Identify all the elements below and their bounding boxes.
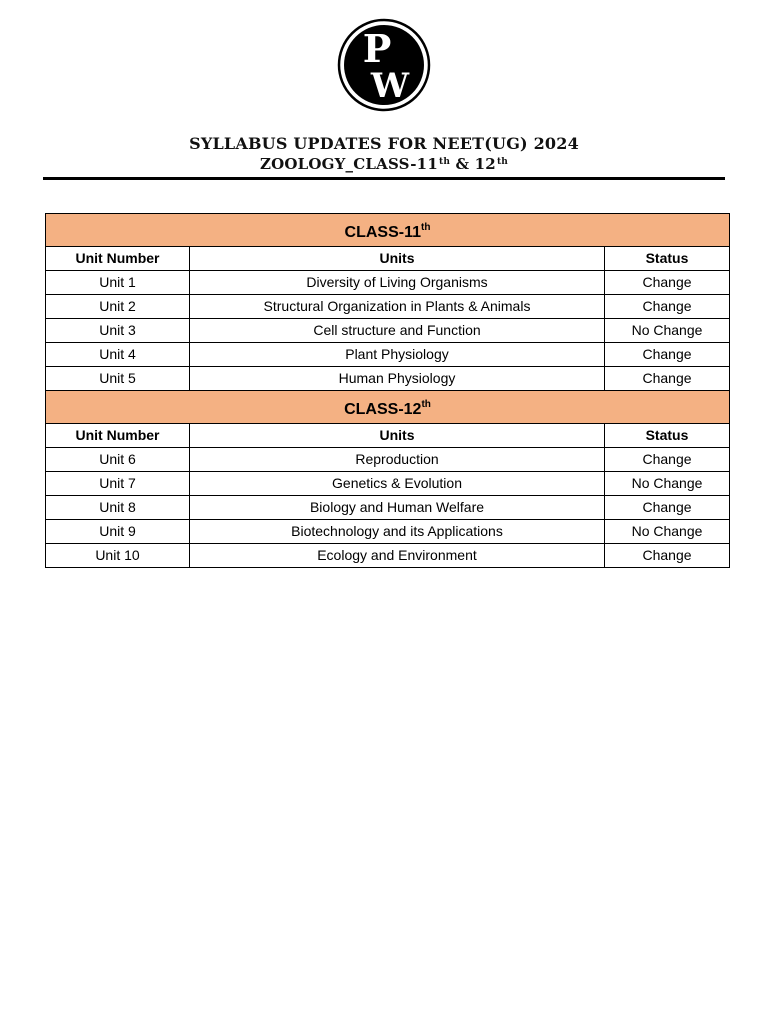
unit-name-cell: Diversity of Living Organisms (190, 271, 605, 295)
logo-letter-w: W (370, 66, 410, 106)
unit-name-cell: Genetics & Evolution (190, 472, 605, 496)
class-section-header (46, 391, 730, 424)
table-row (46, 472, 730, 496)
pw-logo (337, 18, 431, 112)
class-label-text: CLASS-12 (344, 401, 422, 418)
table-row (46, 319, 730, 343)
status-cell: Change (605, 271, 730, 295)
class-label-sup: th (421, 399, 431, 410)
table-row (46, 367, 730, 391)
unit-name-cell: Cell structure and Function (190, 319, 605, 343)
table-row (46, 544, 730, 568)
class-label-sup: th (421, 222, 431, 233)
table-row (46, 448, 730, 472)
status-cell: Change (605, 367, 730, 391)
page-subtitle (0, 155, 768, 173)
unit-number-cell: Unit 6 (46, 448, 190, 472)
unit-number-cell: Unit 4 (46, 343, 190, 367)
column-header-status: Status (605, 424, 730, 448)
status-cell: Change (605, 343, 730, 367)
unit-number-cell: Unit 10 (46, 544, 190, 568)
page-title: SYLLABUS UPDATES FOR NEET(UG) 2024 (189, 134, 579, 153)
column-header-row (46, 247, 730, 271)
unit-number-cell: Unit 7 (46, 472, 190, 496)
table-row (46, 271, 730, 295)
subtitle-sup-2: th (496, 157, 509, 167)
table-row (46, 520, 730, 544)
table-row (46, 343, 730, 367)
column-header-status: Status (605, 247, 730, 271)
logo-letter-p: P (362, 26, 392, 71)
unit-name-cell: Biology and Human Welfare (190, 496, 605, 520)
column-header-unit-number: Unit Number (46, 247, 190, 271)
unit-name-cell: Biotechnology and its Applications (190, 520, 605, 544)
unit-name-cell: Reproduction (190, 448, 605, 472)
table-row (46, 295, 730, 319)
syllabus-table-body (46, 214, 730, 568)
status-cell: Change (605, 448, 730, 472)
unit-number-cell: Unit 2 (46, 295, 190, 319)
table-row (46, 496, 730, 520)
unit-number-cell: Unit 3 (46, 319, 190, 343)
status-cell: Change (605, 496, 730, 520)
unit-name-cell: Structural Organization in Plants & Animals (190, 295, 605, 319)
unit-number-cell: Unit 1 (46, 271, 190, 295)
column-header-units: Units (190, 424, 605, 448)
column-header-row (46, 424, 730, 448)
subtitle-sup-1: th (438, 157, 451, 167)
status-cell: No Change (605, 319, 730, 343)
subtitle-prefix: ZOOLOGY_CLASS-11 (259, 155, 438, 173)
unit-name-cell: Ecology and Environment (190, 544, 605, 568)
class-label (46, 391, 730, 424)
header-divider (43, 177, 725, 180)
subtitle-mid: & 12 (450, 155, 496, 173)
unit-name-cell: Human Physiology (190, 367, 605, 391)
class-label (46, 214, 730, 247)
status-cell: Change (605, 295, 730, 319)
column-header-units: Units (190, 247, 605, 271)
unit-number-cell: Unit 8 (46, 496, 190, 520)
syllabus-table (45, 213, 730, 568)
column-header-unit-number: Unit Number (46, 424, 190, 448)
unit-number-cell: Unit 5 (46, 367, 190, 391)
unit-number-cell: Unit 9 (46, 520, 190, 544)
status-cell: Change (605, 544, 730, 568)
status-cell: No Change (605, 520, 730, 544)
status-cell: No Change (605, 472, 730, 496)
unit-name-cell: Plant Physiology (190, 343, 605, 367)
class-section-header (46, 214, 730, 247)
class-label-text: CLASS-11 (344, 224, 421, 241)
